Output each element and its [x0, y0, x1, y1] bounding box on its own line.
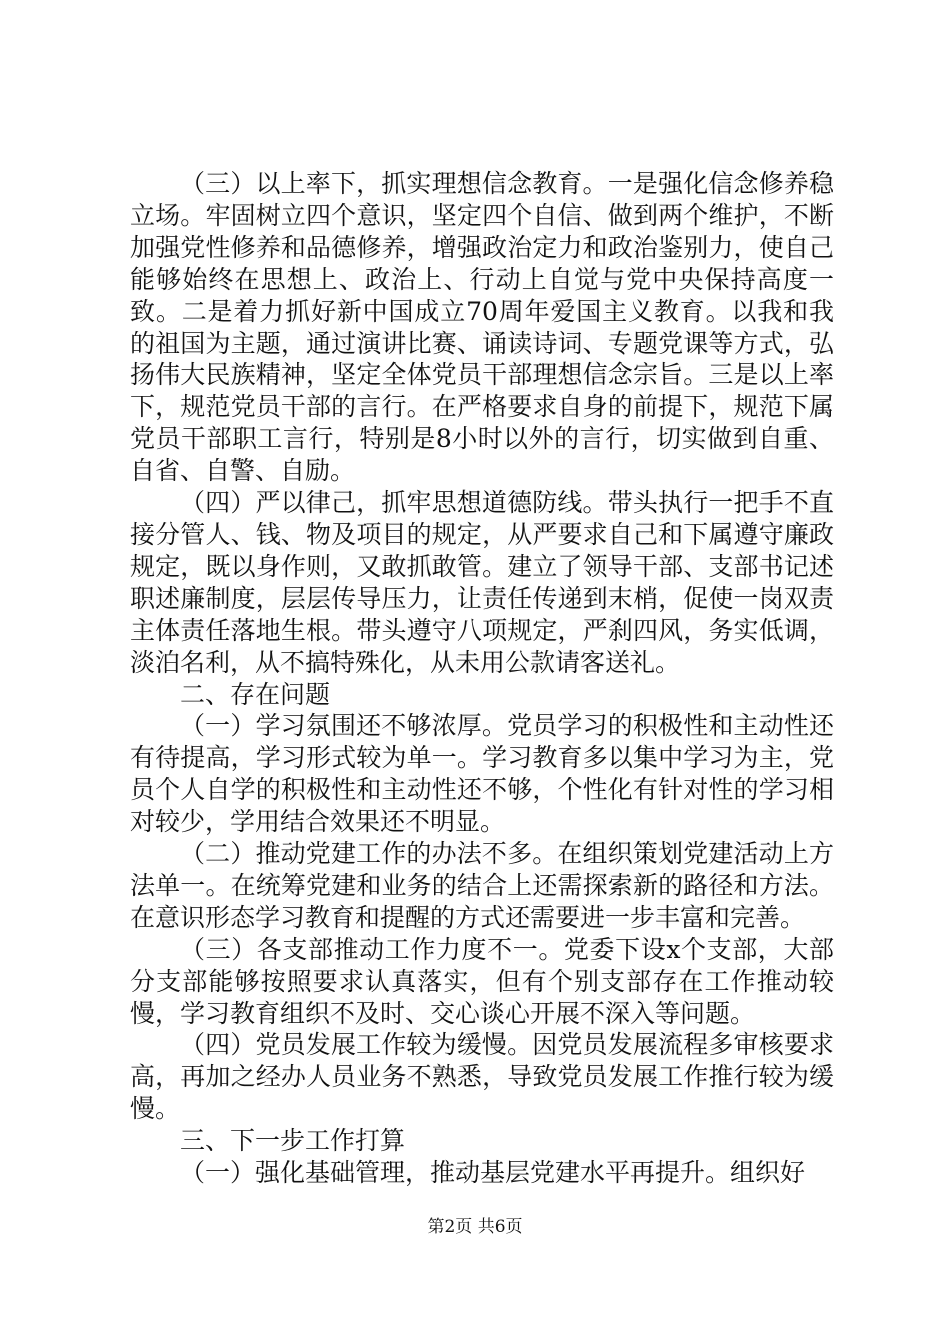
paragraph-study-atmosphere: （一）学习氛围还不够浓厚。党员学习的积极性和主动性还有待提高，学习形式较为单一。学习教育多以集中学习为主，党员个人自学的积极性和主动性还不够，个性化有针对性的学习相对较少，学用结合效果还不明显。 [130, 711, 834, 837]
document-body [130, 168, 834, 1189]
paragraph-basic-management: （一）强化基础管理，推动基层党建水平再提升。组织好 [180, 1158, 806, 1188]
paragraph-member-development: （四）党员发展工作较为缓慢。因党员发展流程多审核要求高，再加之经办人员业务不熟悉，导致党员发展工作推行较为缓慢。 [130, 1030, 834, 1124]
paragraph-party-building-methods: （二）推动党建工作的办法不多。在组织策划党建活动上方法单一。在统筹党建和业务的结合上还需探索新的路径和方法。在意识形态学习教育和提醒的方式还需要进一步丰富和完善。 [130, 839, 834, 932]
section-heading-next-steps: 三、下一步工作打算 [180, 1126, 406, 1156]
paragraph-ideals-education: （三）以上率下，抓实理想信念教育。一是强化信念修养稳立场。牢固树立四个意识，坚定四个自信、做到两个维护，不断加强党性修养和品德修养，增强政治定力和政治鉴别力，使自己能够始终在思想上、政治上、行动上自觉与党中央保持高度一致。二是着力抓好新中国成立70周年爱国主义教育。以我和我的祖国为主题，通过演讲比赛、诵读诗词、专题党课等方式，弘扬伟大民族精神，坚定全体党员干部理想信念宗旨。三是以上率下，规范党员干部的言行。在严格要求自身的前提下，规范下属党员干部职工言行，特别是8小时以外的言行，切实做到自重、自省、自警、自励。 [130, 169, 834, 486]
paragraph-branch-efforts: （三）各支部推动工作力度不一。党委下设x个支部，大部分支部能够按照要求认真落实，但有个别支部存在工作推动较慢，学习教育组织不及时、交心谈心开展不深入等问题。 [130, 934, 834, 1028]
paragraph-moral-defense: （四）严以律己，抓牢思想道德防线。带头执行一把手不直接分管人、钱、物及项目的规定，从严要求自己和下属遵守廉政规定，既以身作则，又敢抓敢管。建立了领导干部、支部书记述职述廉制度，层层传导压力，让责任传递到末梢，促使一岗双责主体责任落地生根。带头遵守八项规定，严刹四风，务实低调，淡泊名利，从不搞特殊化，从未用公款请客送礼。 [130, 488, 834, 677]
page-footer: 第2页 共6页 [427, 1217, 523, 1237]
section-heading-problems: 二、存在问题 [180, 679, 331, 709]
